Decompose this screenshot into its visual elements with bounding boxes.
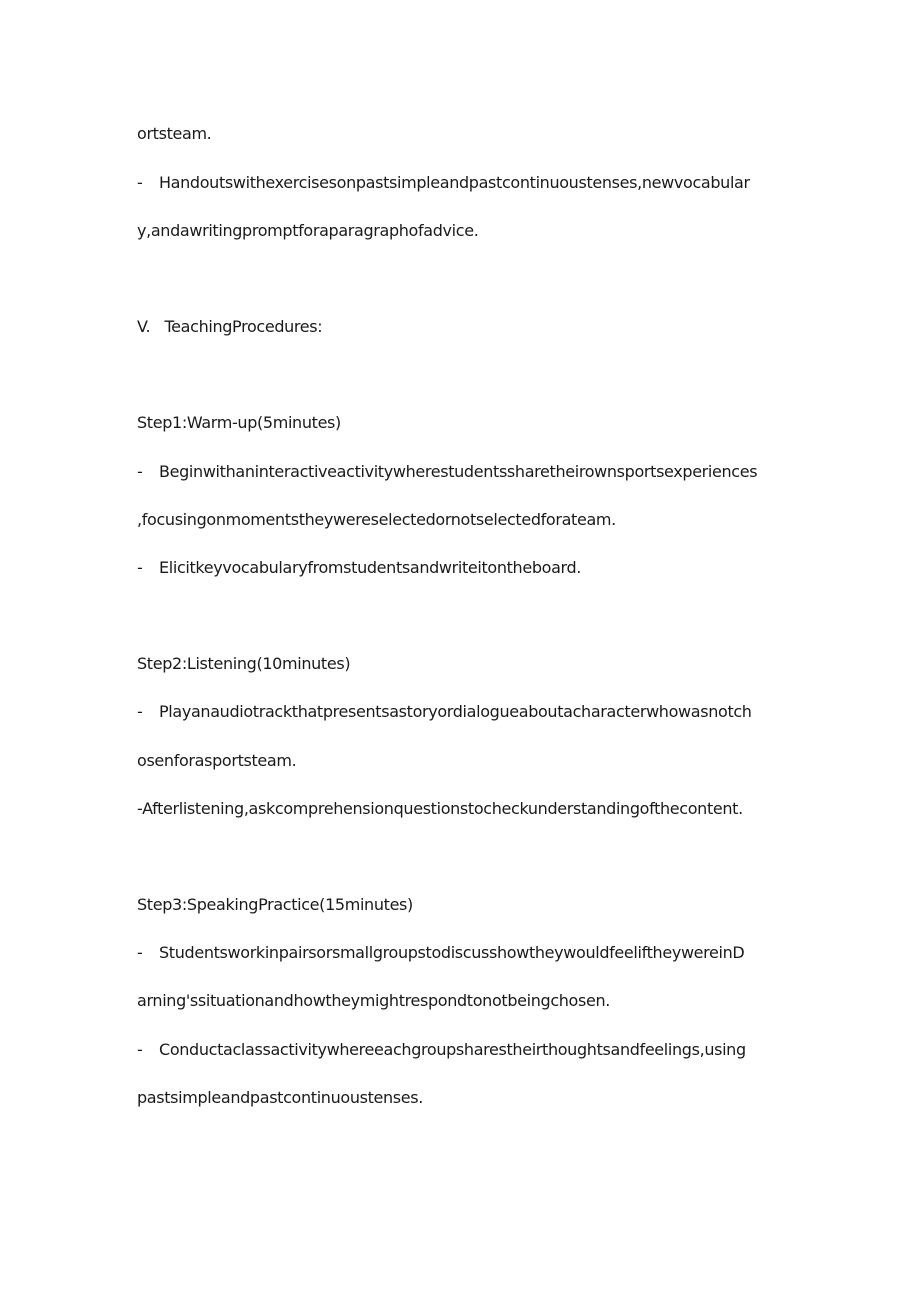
bullet-dash: - bbox=[137, 173, 143, 192]
bullet-dash: - bbox=[137, 702, 143, 721]
line-text: Step2:Listening(10minutes) bbox=[137, 654, 351, 673]
text-line-12 bbox=[137, 796, 743, 822]
text-line-3 bbox=[137, 218, 478, 244]
text-line-14 bbox=[137, 940, 744, 966]
line-text: y,andawritingpromptforaparagraphofadvice. bbox=[137, 221, 479, 240]
section-heading bbox=[137, 314, 322, 340]
line-text: Step1:Warm-up(5minutes) bbox=[137, 413, 341, 432]
line-text: V. TeachingProcedures: bbox=[137, 317, 323, 336]
text-line-8 bbox=[137, 555, 581, 581]
line-text: Beginwithaninteractiveactivitywherestudentssharetheirownsportsexperiences bbox=[159, 462, 758, 481]
text-line-11 bbox=[137, 748, 296, 774]
line-text: Handoutswithexercisesonpastsimpleandpastcontinuoustenses,newvocabular bbox=[159, 173, 750, 192]
bullet-dash: - bbox=[137, 943, 143, 962]
line-text: arning'ssituationandhowtheymightrespondtonotbeingchosen. bbox=[137, 991, 611, 1010]
line-text: Conductaclassactivitywhereeachgroupsharestheirthoughtsandfeelings,using bbox=[159, 1040, 746, 1059]
line-text: StudentsworkinpairsorsmallgroupstodiscusshowtheywouldfeeliftheywereinD bbox=[159, 943, 745, 962]
step-heading-3 bbox=[137, 892, 413, 918]
line-text: Step3:SpeakingPractice(15minutes) bbox=[137, 895, 413, 914]
bullet-dash: - bbox=[137, 558, 143, 577]
text-line-17 bbox=[137, 1085, 423, 1111]
line-text: Playanaudiotrackthatpresentsastoryordialogueaboutacharacterwhowasnotch bbox=[159, 702, 752, 721]
bullet-dash: - bbox=[137, 462, 143, 481]
line-text: ortsteam. bbox=[137, 124, 212, 143]
line-text: Elicitkeyvocabularyfromstudentsandwriteitontheboard. bbox=[159, 558, 582, 577]
line-text: pastsimpleandpastcontinuoustenses. bbox=[137, 1088, 424, 1107]
line-text: osenforasportsteam. bbox=[137, 751, 297, 770]
text-line-6 bbox=[137, 459, 757, 485]
bullet-dash: - bbox=[137, 1040, 143, 1059]
text-line-2 bbox=[137, 170, 750, 196]
text-line-15 bbox=[137, 988, 610, 1014]
text-line-16 bbox=[137, 1037, 746, 1063]
step-heading-2 bbox=[137, 651, 350, 677]
line-text: ,focusingonmomentstheywereselectedornotselectedforateam. bbox=[137, 510, 616, 529]
text-line-7 bbox=[137, 507, 616, 533]
text-line-10 bbox=[137, 699, 752, 725]
text-line-1 bbox=[137, 121, 211, 147]
line-text: -Afterlistening,askcomprehensionquestionstocheckunderstandingofthecontent. bbox=[137, 799, 743, 818]
step-heading-1 bbox=[137, 410, 341, 436]
